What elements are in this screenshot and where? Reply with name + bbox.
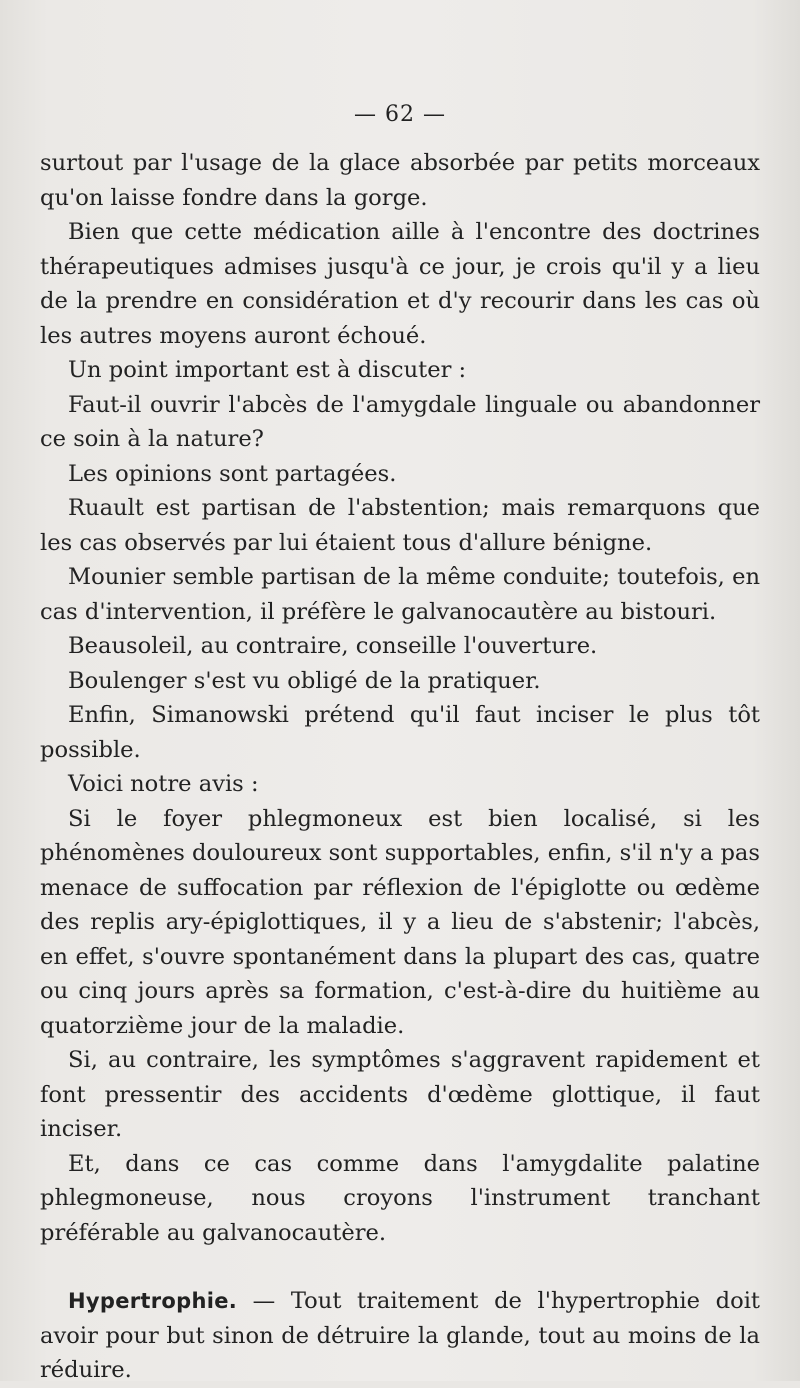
paragraph: Et, dans ce cas comme dans l'amygdalite palatine phlegmoneuse, nous croyons l'instrument tranchant préférable au galvanocautère. [40,1150,760,1246]
section-term: Hypertrophie. [68,1289,238,1313]
paragraph: Bien que cette médication aille à l'encontre des doctrines thérapeutiques admises jusqu'à ce jour, je crois qu'il y a lieu de la prendre en considération et d'y recourir dans les cas où les autres moyens auront échoué. [40,219,760,349]
section-text: — Tout traitement de l'hypertrophie doit avoir pour but sinon de détruire la glande, tout au moins de la réduire. [40,1288,760,1383]
section-paragraph [40,1284,760,1388]
paragraph: Beausoleil, au contraire, conseille l'ouverture. [68,633,598,659]
page-number: — 62 — [354,102,446,127]
paragraph: Faut-il ouvrir l'abcès de l'amygdale linguale ou abandonner ce soin à la nature? [40,391,760,452]
body-text [40,146,760,1388]
paragraph: Boulenger s'est vu obligé de la pratiquer. [68,667,541,694]
paragraph: Voici notre avis : [68,771,259,797]
paragraph: Si, au contraire, les symptômes s'aggravent rapidement et font pressentir des accidents d'œdème glottique, il faut inciser. [40,1047,760,1142]
paragraph: Mounier semble partisan de la même conduite; toutefois, en cas d'intervention, il préfère le galvanocautère au bistouri. [40,564,760,625]
paragraph: Si le foyer phlegmoneux est bien localisé, si les phénomènes douloureux sont supportables, enfin, s'il n'y a pas menace de suffocation par réflexion de l'épiglotte ou œdème des replis ary-épiglottiques, il y a lieu de s'abstenir; l'abcès, en effet, s'ouvre spontanément dans la plupart des cas, quatre ou cinq jours après sa formation, c'est-à-dire du huitième au quatorzième jour de la maladie. [40,805,760,1039]
paragraph: Ruault est partisan de l'abstention; mais remarquons que les cas observés par lui étaient tous d'allure bénigne. [40,495,760,556]
paragraph: Enfin, Simanowski prétend qu'il faut inciser le plus tôt possible. [40,702,760,763]
paragraph: Un point important est à discuter : [68,357,467,383]
paragraph: surtout par l'usage de la glace absorbée par petits morceaux qu'on laisse fondre dans la gorge. [40,150,760,211]
paragraph: Les opinions sont partagées. [68,460,397,487]
